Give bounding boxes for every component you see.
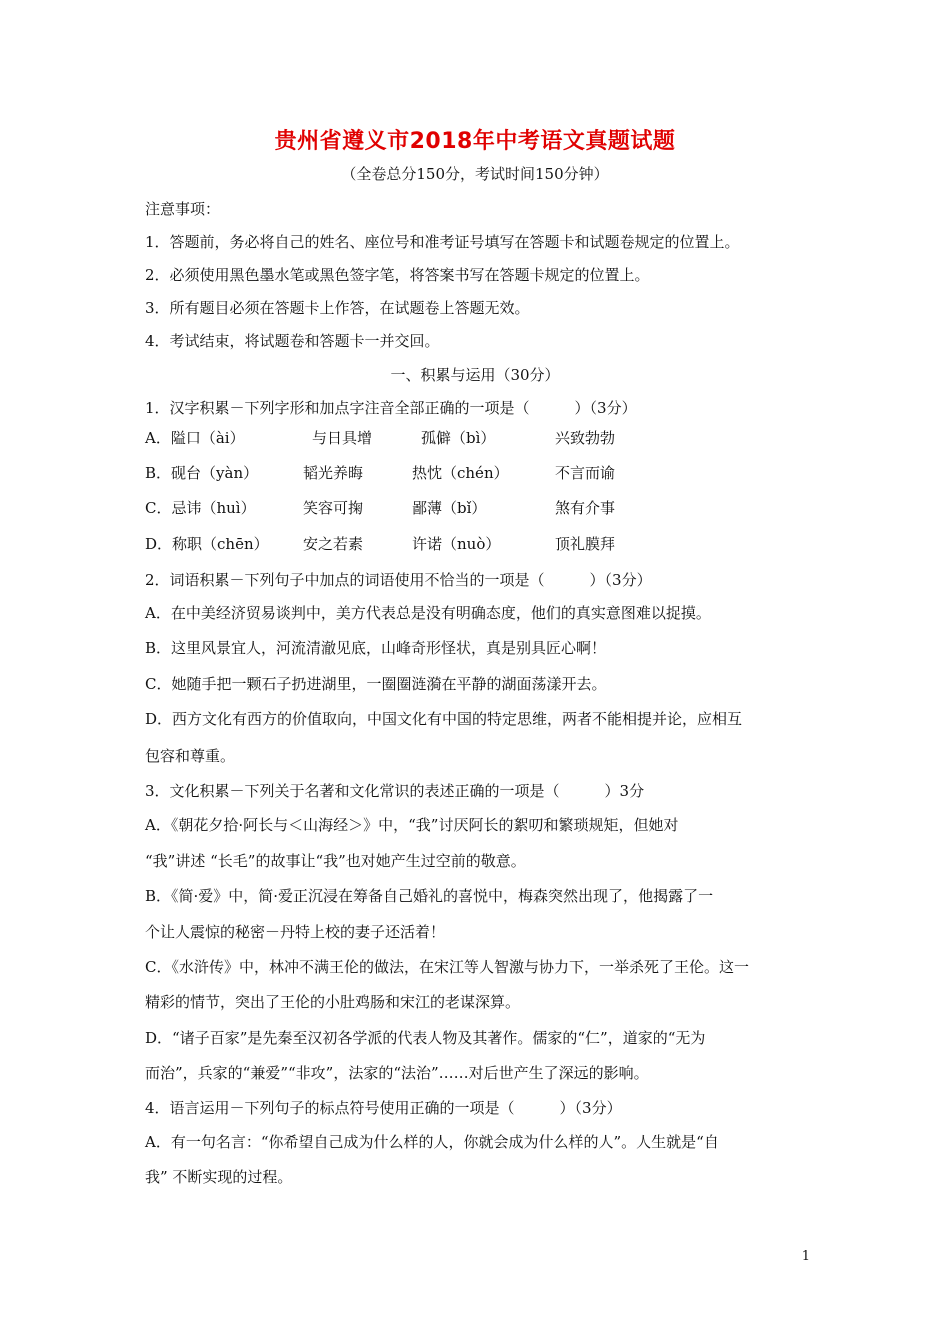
question-2-stem: 2．词语积累－下列句子中加点的词语使用不恰当的一项是（ ）（3分）: [145, 571, 652, 589]
q1-option-d-4: 顶礼膜拜: [555, 535, 616, 553]
q1-option-a-1: A．隘口（ài）: [145, 429, 245, 447]
question-4-stem: 4．语言运用－下列句子的标点符号使用正确的一项是（ ）（3分）: [145, 1099, 622, 1117]
q2-option-b: B．这里风景宜人，河流清澈见底，山峰奇形怪状，真是别具匠心啊！: [145, 639, 607, 657]
q2-option-d: D．西方文化有西方的价值取向，中国文化有中国的特定思维，两者不能相提并论，应相互: [145, 710, 743, 728]
question-1-stem: 1．汉字积累－下列字形和加点字注音全部正确的一项是（ ）（3分）: [145, 399, 637, 417]
q4-option-a: A．有一句名言：“你希望自己成为什么样的人，你就会成为什么样的人”。人生就是“自: [145, 1133, 719, 1151]
q1-option-b-2: 韬光养晦: [303, 464, 364, 482]
notice-item: 4．考试结束，将试题卷和答题卡一并交回。: [145, 332, 440, 350]
notice-item: 3．所有题目必须在答题卡上作答，在试题卷上答题无效。: [145, 299, 530, 317]
q1-option-c-4: 煞有介事: [555, 499, 616, 517]
q1-option-d-1: D．称职（chēn）: [145, 535, 269, 553]
q3-option-a-cont: “我”讲述 “长毛”的故事让“我”也对她产生过空前的敬意。: [145, 852, 526, 870]
q4-option-a-cont: 我” 不断实现的过程。: [145, 1168, 293, 1186]
notice-item: 2．必须使用黑色墨水笔或黑色签字笔，将答案书写在答题卡规定的位置上。: [145, 266, 650, 284]
q3-option-b-cont: 个让人震惊的秘密－丹特上校的妻子还活着！: [145, 923, 446, 941]
q1-option-a-3: 孤僻（bì）: [421, 429, 496, 447]
q2-option-a: A．在中美经济贸易谈判中，美方代表总是没有明确态度，他们的真实意图难以捉摸。: [145, 604, 711, 622]
q1-option-b-4: 不言而谕: [555, 464, 616, 482]
q3-option-d-cont: 而治”，兵家的“兼爱”“非攻”，法家的“法治”……对后世产生了深远的影响。: [145, 1064, 649, 1082]
q2-option-c: C．她随手把一颗石子扔进湖里，一圈圈涟漪在平静的湖面荡漾开去。: [145, 675, 607, 693]
q3-option-c-cont: 精彩的情节，突出了王伦的小肚鸡肠和宋江的老谋深算。: [145, 993, 521, 1011]
page-number: 1: [801, 1249, 810, 1264]
exam-subtitle: （全卷总分150分，考试时间150分钟）: [341, 165, 609, 183]
page-title: 贵州省遵义市2018年中考语文真题试题: [274, 129, 676, 154]
q3-option-d: D．“诸子百家”是先秦至汉初各学派的代表人物及其著作。儒家的“仁”，道家的“无为: [145, 1029, 706, 1047]
q1-option-a-4: 兴致勃勃: [555, 429, 616, 447]
q1-option-d-3: 许诺（nuò）: [412, 535, 501, 553]
q3-option-c: C．《水浒传》中，林冲不满王伦的做法，在宋江等人智激与协力下，一举杀死了王伦。这一: [145, 958, 749, 976]
q1-option-d-2: 安之若素: [303, 535, 364, 553]
q1-option-b-3: 热忱（chén）: [412, 464, 509, 482]
q1-option-c-1: C．忌讳（huì）: [145, 499, 256, 517]
q3-option-a: A．《朝花夕拾·阿长与＜山海经＞》中，“我”讨厌阿长的絮叨和繁琐规矩，但她对: [145, 816, 679, 834]
q1-option-a-2: 与日具增: [312, 429, 373, 447]
q1-option-c-2: 笑容可掬: [303, 499, 364, 517]
section-heading: 一、积累与运用（30分）: [390, 366, 560, 384]
q1-option-b-1: B．砚台（yàn）: [145, 464, 259, 482]
q1-option-c-3: 鄙薄（bǐ）: [412, 499, 487, 517]
notice-heading: 注意事项：: [145, 200, 221, 218]
q2-option-d-cont: 包容和尊重。: [145, 747, 236, 765]
question-3-stem: 3．文化积累－下列关于名著和文化常识的表述正确的一项是（ ）3分: [145, 782, 645, 800]
notice-item: 1．答题前，务必将自己的姓名、座位号和准考证号填写在答题卡和试题卷规定的位置上。: [145, 233, 740, 251]
q3-option-b: B．《简·爱》中，简·爱正沉浸在筹备自己婚礼的喜悦中，梅森突然出现了，他揭露了一: [145, 887, 714, 905]
